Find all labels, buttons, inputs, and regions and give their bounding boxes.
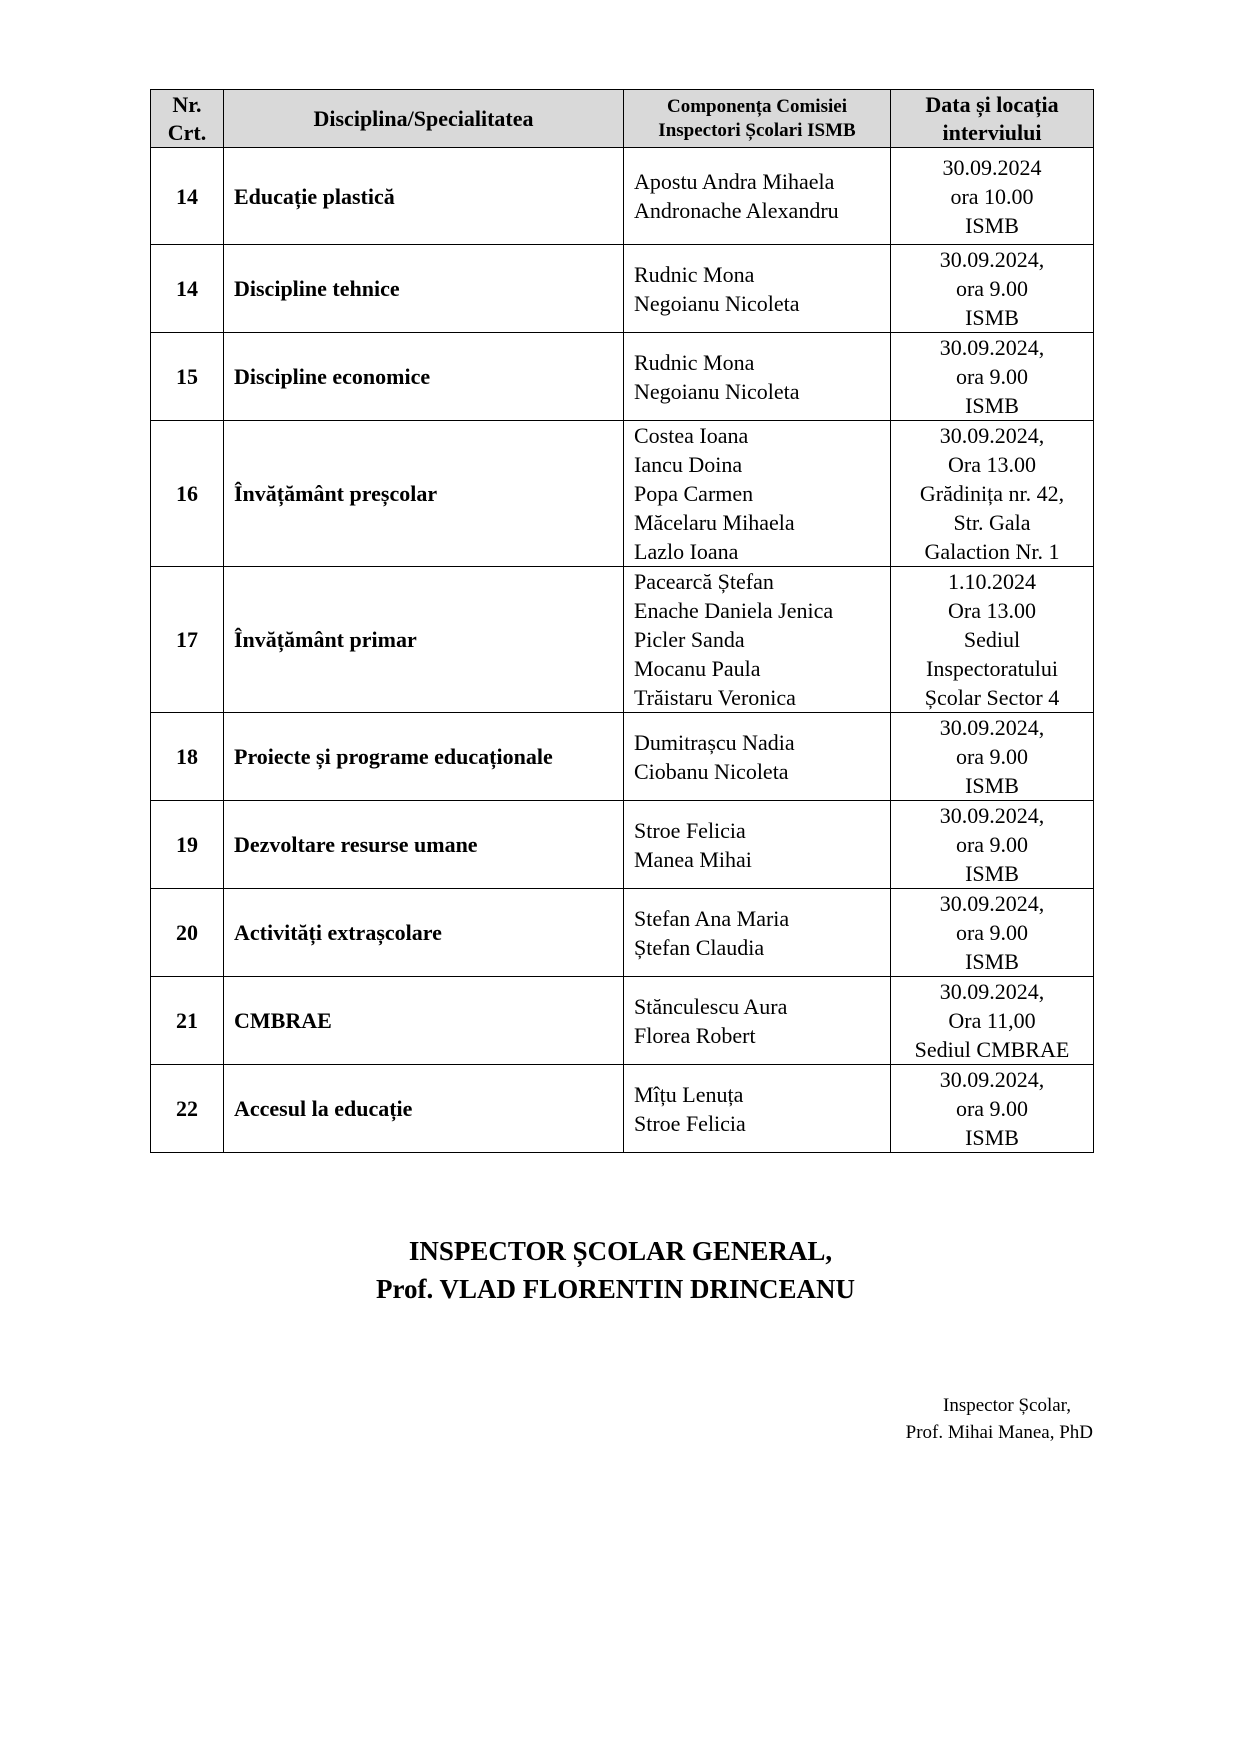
commission-member: Apostu Andra Mihaela xyxy=(634,169,835,194)
date-location-line: Str. Gala xyxy=(953,510,1031,535)
row-discipline: CMBRAE xyxy=(224,977,624,1065)
row-number: 14 xyxy=(151,148,224,245)
row-commission xyxy=(624,148,891,245)
commission-member: Stroe Felicia xyxy=(634,1110,746,1136)
row-commission xyxy=(624,977,891,1065)
general-inspector-name: Prof. VLAD FLORENTIN DRINCEANU xyxy=(375,1274,856,1304)
commission-member: Mocanu Paula xyxy=(634,656,761,681)
date-location-line: ora 9.00 xyxy=(955,276,1029,301)
commission-table xyxy=(150,89,1094,1153)
commission-member: Costea Ioana xyxy=(634,423,749,448)
row-date-location xyxy=(891,148,1094,245)
table-row xyxy=(151,245,1094,333)
row-number: 19 xyxy=(151,801,224,889)
general-inspector-signature xyxy=(0,1232,1241,1308)
row-number: 21 xyxy=(151,977,224,1065)
school-inspector-signature xyxy=(906,1392,1093,1446)
date-location-line: 30.09.2024, xyxy=(939,247,1045,272)
date-location-line: ora 9.00 xyxy=(955,832,1029,857)
table-row xyxy=(151,889,1094,977)
commission-member: Rudnic Mona xyxy=(634,349,755,375)
date-location-line: ISMB xyxy=(965,393,1019,418)
commission-member: Negoianu Nicoleta xyxy=(634,378,800,404)
row-date-location xyxy=(891,889,1094,977)
commission-member: Andronache Alexandru xyxy=(634,198,839,223)
row-discipline: Discipline economice xyxy=(224,333,624,421)
commission-member: Trăistaru Veronica xyxy=(634,685,796,710)
date-location-line: ISMB xyxy=(965,949,1019,974)
commission-member: Ștefan Claudia xyxy=(634,934,765,960)
table-row xyxy=(151,713,1094,801)
date-location-line: 30.09.2024, xyxy=(939,1067,1045,1092)
row-discipline: Dezvoltare resurse umane xyxy=(224,801,624,889)
row-commission xyxy=(624,801,891,889)
commission-member: Pacearcă Ștefan xyxy=(634,569,774,594)
commission-member: Picler Sanda xyxy=(634,627,745,652)
date-location-line: Galaction Nr. 1 xyxy=(924,539,1060,564)
row-number: 14 xyxy=(151,245,224,333)
date-location-line: 30.09.2024, xyxy=(939,803,1045,828)
commission-member: Stănculescu Aura xyxy=(634,993,788,1019)
row-commission xyxy=(624,333,891,421)
date-location-line: 30.09.2024, xyxy=(939,891,1045,916)
date-location-line: Grădinița nr. 42, xyxy=(919,481,1065,506)
date-location-line: ora 9.00 xyxy=(955,920,1029,945)
header-discipline: Disciplina/Specialitatea xyxy=(224,90,624,148)
date-location-line: ora 10.00 xyxy=(950,183,1034,209)
commission-member: Manea Mihai xyxy=(634,846,752,872)
row-number: 16 xyxy=(151,421,224,567)
header-nr-line: Crt. xyxy=(167,119,207,145)
row-discipline: Proiecte și programe educaționale xyxy=(224,713,624,801)
commission-member: Dumitrașcu Nadia xyxy=(634,729,795,755)
row-commission xyxy=(624,421,891,567)
school-inspector-name: Prof. Mihai Manea, PhD xyxy=(905,1422,1093,1443)
table-row xyxy=(151,567,1094,713)
date-location-line: ora 9.00 xyxy=(955,364,1029,389)
row-date-location xyxy=(891,421,1094,567)
header-commission xyxy=(624,90,891,148)
header-commission-line: Componența Comisiei xyxy=(667,95,847,117)
row-number: 20 xyxy=(151,889,224,977)
row-date-location xyxy=(891,333,1094,421)
row-discipline: Activități extrașcolare xyxy=(224,889,624,977)
row-date-location xyxy=(891,245,1094,333)
commission-member: Stefan Ana Maria xyxy=(634,905,790,931)
table-row xyxy=(151,801,1094,889)
commission-member: Rudnic Mona xyxy=(634,261,755,287)
header-date-location xyxy=(891,90,1094,148)
row-date-location xyxy=(891,801,1094,889)
commission-member: Enache Daniela Jenica xyxy=(634,598,834,623)
date-location-line: 30.09.2024 xyxy=(942,154,1042,180)
date-location-line: ISMB xyxy=(965,861,1019,886)
row-discipline: Accesul la educație xyxy=(224,1065,624,1153)
commission-member: Negoianu Nicoleta xyxy=(634,290,800,316)
header-date-line: interviului xyxy=(942,119,1042,145)
date-location-line: Ora 11,00 xyxy=(948,1008,1036,1033)
commission-member: Mîțu Lenuța xyxy=(634,1081,744,1107)
date-location-line: ISMB xyxy=(965,305,1019,330)
date-location-line: ora 9.00 xyxy=(955,744,1029,769)
date-location-line: Sediul CMBRAE xyxy=(914,1037,1070,1062)
commission-member: Ciobanu Nicoleta xyxy=(634,758,789,784)
table-body xyxy=(151,148,1094,1153)
date-location-line: Ora 13.00 xyxy=(948,452,1036,477)
date-location-line: Școlar Sector 4 xyxy=(924,685,1060,710)
date-location-line: 30.09.2024, xyxy=(939,423,1045,448)
date-location-line: 30.09.2024, xyxy=(939,335,1045,360)
commission-member: Stroe Felicia xyxy=(634,817,746,843)
date-location-line: ora 9.00 xyxy=(955,1096,1029,1121)
header-nr xyxy=(151,90,224,148)
commission-member: Măcelaru Mihaela xyxy=(634,510,795,535)
general-inspector-title: INSPECTOR ȘCOLAR GENERAL, xyxy=(408,1236,833,1266)
row-commission xyxy=(624,1065,891,1153)
table-header-row xyxy=(151,90,1094,148)
row-commission xyxy=(624,567,891,713)
row-date-location xyxy=(891,713,1094,801)
row-discipline: Învățământ primar xyxy=(224,567,624,713)
row-commission xyxy=(624,245,891,333)
date-location-line: 30.09.2024, xyxy=(939,715,1045,740)
commission-member: Popa Carmen xyxy=(634,481,754,506)
row-discipline: Educație plastică xyxy=(224,148,624,245)
row-number: 18 xyxy=(151,713,224,801)
date-location-line: Inspectoratului xyxy=(926,656,1058,681)
row-date-location xyxy=(891,977,1094,1065)
date-location-line: ISMB xyxy=(965,1125,1019,1150)
row-discipline: Discipline tehnice xyxy=(224,245,624,333)
date-location-line: 30.09.2024, xyxy=(939,979,1045,1004)
date-location-line: Sediul xyxy=(963,627,1021,652)
table-row xyxy=(151,148,1094,245)
commission-member: Florea Robert xyxy=(634,1022,756,1048)
row-number: 17 xyxy=(151,567,224,713)
row-date-location xyxy=(891,1065,1094,1153)
row-number: 15 xyxy=(151,333,224,421)
header-nr-line: Nr. xyxy=(172,91,202,117)
header-date-line: Data și locația xyxy=(925,91,1059,117)
date-location-line: Ora 13.00 xyxy=(948,598,1036,623)
date-location-line: ISMB xyxy=(965,773,1019,798)
row-number: 22 xyxy=(151,1065,224,1153)
table-row xyxy=(151,977,1094,1065)
row-date-location xyxy=(891,567,1094,713)
school-inspector-title: Inspector Școlar, xyxy=(943,1395,1071,1416)
row-commission xyxy=(624,713,891,801)
header-commission-line: Inspectori Școlari ISMB xyxy=(658,119,856,141)
row-discipline: Învățământ preșcolar xyxy=(224,421,624,567)
table-row xyxy=(151,421,1094,567)
commission-member: Lazlo Ioana xyxy=(634,539,739,564)
date-location-line: ISMB xyxy=(965,212,1019,238)
row-commission xyxy=(624,889,891,977)
commission-member: Iancu Doina xyxy=(634,452,743,477)
date-location-line: 1.10.2024 xyxy=(948,569,1036,594)
table-row xyxy=(151,333,1094,421)
table-row xyxy=(151,1065,1094,1153)
